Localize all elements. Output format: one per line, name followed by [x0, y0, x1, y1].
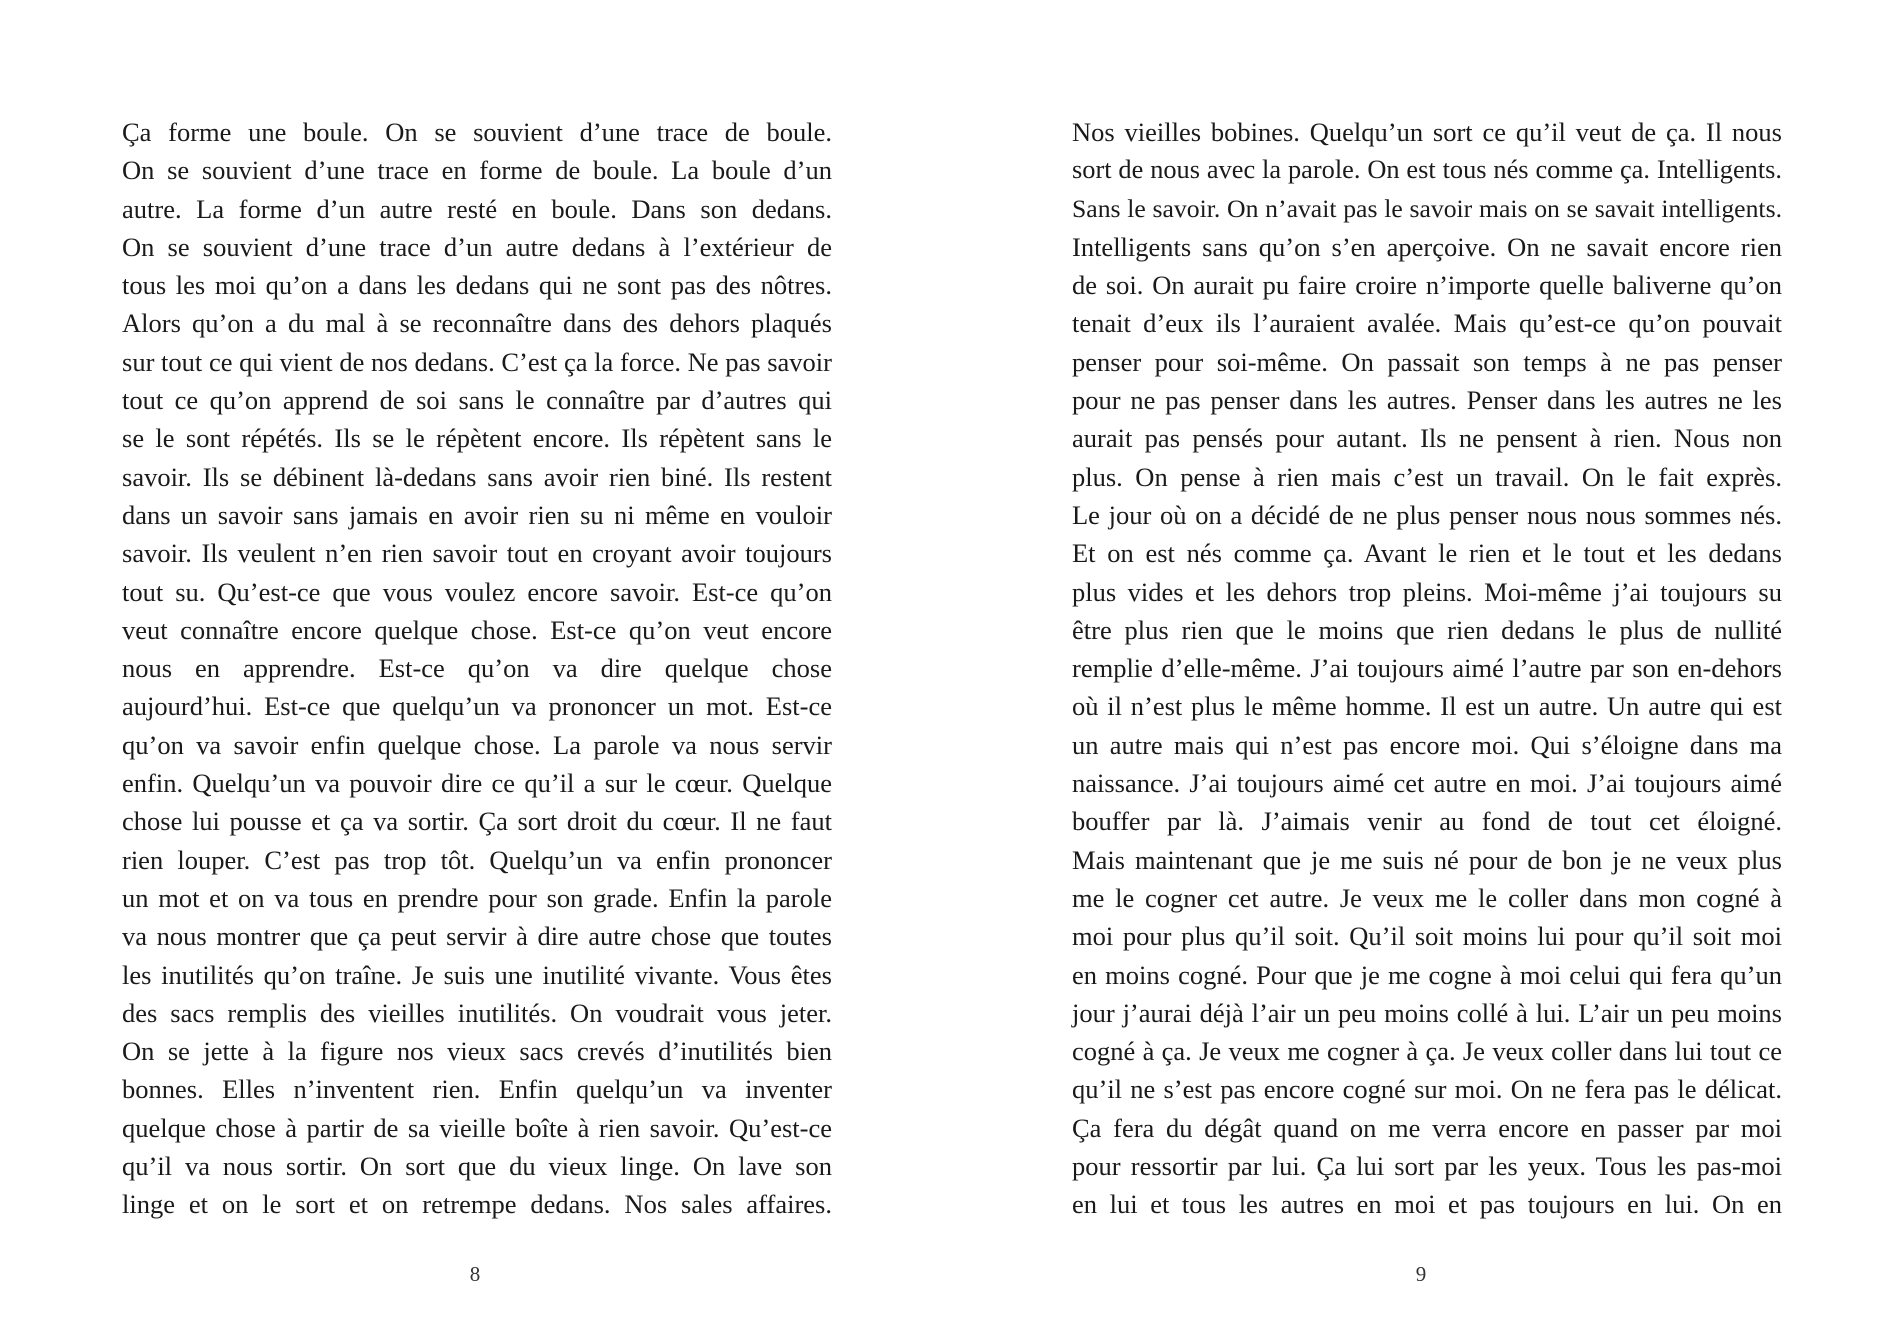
text-line: Mais maintenant que je me suis né pour de bon je ne veux plus — [1072, 844, 1782, 875]
text-line: qu’il ne s’est pas encore cogné sur moi. On ne fera pas le délicat. — [1072, 1074, 1782, 1105]
text-line: Le jour où on a décidé de ne plus penser nous nous sommes nés. — [1072, 499, 1782, 530]
text-line: penser pour soi-même. On passait son temps à ne pas penser — [1072, 346, 1782, 377]
text-line: sort de nous avec la parole. On est tous nés comme ça. Intelligents. — [1072, 155, 1782, 185]
text-line: savoir. Ils se débinent là-dedans sans avoir rien biné. Ils restent — [122, 461, 832, 492]
text-line: où il n’est plus le même homme. Il est un autre. Un autre qui est — [1072, 691, 1782, 722]
right-page — [945, 0, 1890, 1339]
text-line: en moins cogné. Pour que je me cogne à moi celui qui fera qu’un — [1072, 959, 1782, 990]
text-line: moi pour plus qu’il soit. Qu’il soit moins lui pour qu’il soit moi — [1072, 921, 1782, 952]
right-page-text — [1072, 113, 1782, 1224]
text-line: savoir. Ils veulent n’en rien savoir tout en croyant avoir toujours — [122, 538, 832, 569]
left-page-text — [122, 113, 832, 1224]
text-line: un autre mais qui n’est pas encore moi. Qui s’éloigne dans ma — [1072, 729, 1782, 760]
text-line: va nous montrer que ça peut servir à dire autre chose que toutes — [122, 921, 832, 952]
text-line: cogné à ça. Je veux me cogner à ça. Je veux coller dans lui tout ce — [1072, 1036, 1782, 1067]
text-line: veut connaître encore quelque chose. Est-ce qu’on veut encore — [122, 614, 832, 645]
text-line: Sans le savoir. On n’avait pas le savoir mais on se savait intelligents. — [1072, 193, 1782, 223]
text-line: linge et on le sort et on retrempe dedans. Nos sales affaires. — [122, 1189, 832, 1220]
text-line: des sacs remplis des vieilles inutilités. On voudrait vous jeter. — [122, 997, 832, 1028]
text-line: plus vides et les dehors trop pleins. Moi-même j’ai toujours su — [1072, 576, 1782, 607]
text-line: enfin. Quelqu’un va pouvoir dire ce qu’il a sur le cœur. Quelque — [122, 768, 832, 799]
text-line: pour ne pas penser dans les autres. Penser dans les autres ne les — [1072, 385, 1782, 416]
text-line: remplie d’elle-même. J’ai toujours aimé l’autre par son en-dehors — [1072, 653, 1782, 684]
text-line: de soi. On aurait pu faire croire n’importe quelle baliverne qu’on — [1072, 270, 1782, 301]
text-line: qu’on va savoir enfin quelque chose. La parole va nous servir — [122, 729, 832, 760]
text-line: autre. La forme d’un autre resté en boule. Dans son dedans. — [122, 193, 832, 224]
text-line: être plus rien que le moins que rien dedans le plus de nullité — [1072, 614, 1782, 645]
left-page-number: 8 — [469, 1262, 481, 1286]
text-line: tous les moi qu’on a dans les dedans qui ne sont pas des nôtres. — [122, 270, 832, 301]
text-line: tout su. Qu’est-ce que vous voulez encore savoir. Est-ce qu’on — [122, 576, 832, 607]
text-line: pour ressortir par lui. Ça lui sort par les yeux. Tous les pas-moi — [1072, 1151, 1782, 1182]
text-line: aujourd’hui. Est-ce que quelqu’un va prononcer un mot. Est-ce — [122, 691, 832, 722]
text-line: me le cogner cet autre. Je veux me le coller dans mon cogné à — [1072, 882, 1782, 913]
text-line: les inutilités qu’on traîne. Je suis une inutilité vivante. Vous êtes — [122, 959, 832, 990]
text-line: se le sont répétés. Ils se le répètent encore. Ils répètent sans le — [122, 423, 832, 454]
text-line: en lui et tous les autres en moi et pas toujours en lui. On en — [1072, 1189, 1782, 1220]
text-line: tout ce qu’on apprend de soi sans le connaître par d’autres qui — [122, 385, 832, 416]
right-page-number: 9 — [1415, 1262, 1427, 1286]
text-line: Intelligents sans qu’on s’en aperçoive. On ne savait encore rien — [1072, 231, 1782, 262]
text-line: On se souvient d’une trace d’un autre dedans à l’extérieur de — [122, 231, 832, 262]
text-line: Et on est nés comme ça. Avant le rien et le tout et les dedans — [1072, 538, 1782, 569]
text-line: sur tout ce qui vient de nos dedans. C’est ça la force. Ne pas savoir — [122, 346, 832, 377]
text-line: plus. On pense à rien mais c’est un travail. On le fait exprès. — [1072, 461, 1782, 492]
text-line: Alors qu’on a du mal à se reconnaître dans des dehors plaqués — [122, 308, 832, 339]
text-line: bouffer par là. J’aimais venir au fond de tout cet éloigné. — [1072, 806, 1782, 837]
text-line: un mot et on va tous en prendre pour son grade. Enfin la parole — [122, 882, 832, 913]
text-line: Ça fera du dégât quand on me verra encore en passer par moi — [1072, 1112, 1782, 1143]
text-line: quelque chose à partir de sa vieille boîte à rien savoir. Qu’est-ce — [122, 1112, 832, 1143]
text-line: On se jette à la figure nos vieux sacs crevés d’inutilités bien — [122, 1036, 832, 1067]
text-line: tenait d’eux ils l’auraient avalée. Mais qu’est-ce qu’on pouvait — [1072, 308, 1782, 339]
text-line: aurait pas pensés pour autant. Ils ne pensent à rien. Nous non — [1072, 423, 1782, 454]
text-line: qu’il va nous sortir. On sort que du vieux linge. On lave son — [122, 1151, 832, 1182]
text-line: chose lui pousse et ça va sortir. Ça sort droit du cœur. Il ne faut — [122, 806, 832, 837]
text-line: rien louper. C’est pas trop tôt. Quelqu’un va enfin prononcer — [122, 844, 832, 875]
text-line: dans un savoir sans jamais en avoir rien su ni même en vouloir — [122, 499, 832, 530]
text-line: bonnes. Elles n’inventent rien. Enfin quelqu’un va inventer — [122, 1074, 832, 1105]
text-line: jour j’aurai déjà l’air un peu moins collé à lui. L’air un peu moins — [1072, 997, 1782, 1028]
text-line: Nos vieilles bobines. Quelqu’un sort ce qu’il veut de ça. Il nous — [1072, 117, 1782, 147]
text-line: On se souvient d’une trace en forme de boule. La boule d’un — [122, 155, 832, 186]
text-line: naissance. J’ai toujours aimé cet autre en moi. J’ai toujours aimé — [1072, 768, 1782, 799]
text-line: Ça forme une boule. On se souvient d’une trace de boule. — [122, 117, 832, 147]
text-line: nous en apprendre. Est-ce qu’on va dire quelque chose — [122, 653, 832, 684]
